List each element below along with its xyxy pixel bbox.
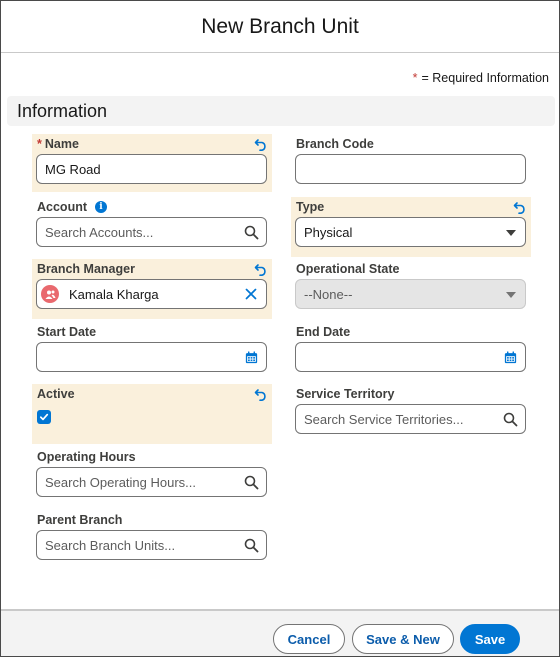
- branch-manager-lookup[interactable]: [36, 279, 267, 309]
- end-date-label: End Date: [296, 325, 351, 339]
- service-territory-label: Service Territory: [296, 387, 395, 401]
- undo-icon[interactable]: [254, 262, 268, 276]
- active-checkbox[interactable]: [37, 410, 51, 424]
- modal-title: New Branch Unit: [201, 14, 359, 38]
- branch-manager-value: Kamala Kharga: [69, 286, 159, 302]
- parent-branch-search-input[interactable]: Search Branch Units...: [36, 530, 267, 560]
- branch-manager-field: [32, 259, 272, 319]
- section-header-information[interactable]: [7, 96, 555, 126]
- type-select[interactable]: Physical: [295, 217, 526, 247]
- branch-code-field: [291, 134, 531, 192]
- section-title: Information: [17, 100, 108, 121]
- type-label: Type: [296, 200, 325, 214]
- end-date-input[interactable]: [295, 342, 526, 372]
- operating-hours-field: [32, 447, 272, 503]
- start-date-input[interactable]: [36, 342, 267, 372]
- end-date-field: [291, 322, 531, 378]
- modal-body: [1, 54, 559, 610]
- branch-code-input[interactable]: [295, 154, 526, 184]
- search-icon: [244, 475, 259, 490]
- save-button[interactable]: Save: [460, 624, 520, 654]
- required-star: *: [37, 137, 42, 151]
- calendar-icon[interactable]: [504, 351, 517, 364]
- cancel-button[interactable]: Cancel: [273, 624, 345, 654]
- service-territory-search-input[interactable]: Search Service Territories...: [295, 404, 526, 434]
- account-field: [32, 197, 272, 253]
- required-star: *: [412, 71, 418, 85]
- calendar-icon[interactable]: [245, 351, 258, 364]
- name-field: [32, 134, 272, 192]
- chevron-down-icon: [506, 292, 516, 298]
- undo-icon[interactable]: [254, 387, 268, 401]
- branch-manager-label: Branch Manager: [37, 262, 135, 276]
- required-note-text: = Required Information: [421, 71, 549, 85]
- modal-footer: [1, 609, 559, 657]
- undo-icon[interactable]: [254, 137, 268, 151]
- active-field: [32, 384, 272, 444]
- account-label: Account i: [36, 197, 268, 217]
- save-and-new-button[interactable]: Save & New: [352, 624, 454, 654]
- operating-hours-search-input[interactable]: Search Operating Hours...: [36, 467, 267, 497]
- undo-icon[interactable]: [513, 200, 527, 214]
- name-label: * Name: [37, 137, 79, 151]
- start-date-field: [32, 322, 272, 378]
- operational-state-label: Operational State: [296, 262, 400, 276]
- branch-code-label: Branch Code: [296, 137, 374, 151]
- name-input[interactable]: MG Road: [36, 154, 267, 184]
- chevron-down-icon: [506, 230, 516, 236]
- search-icon: [503, 412, 518, 427]
- modal-header: [1, 1, 559, 53]
- info-icon[interactable]: i: [95, 201, 107, 213]
- checkmark-icon: [39, 412, 49, 422]
- operational-state-field: [291, 259, 531, 317]
- parent-branch-field: [32, 510, 272, 566]
- search-icon: [244, 538, 259, 553]
- start-date-label: Start Date: [37, 325, 97, 339]
- close-icon[interactable]: [244, 287, 258, 301]
- account-search-input[interactable]: Search Accounts...: [36, 217, 267, 247]
- user-avatar-icon: [41, 285, 59, 303]
- operating-hours-label: Operating Hours: [37, 450, 136, 464]
- search-icon: [244, 225, 259, 240]
- type-field: [291, 197, 531, 257]
- operational-state-select: --None--: [295, 279, 526, 309]
- active-label: Active: [37, 387, 75, 401]
- required-information-note: [413, 71, 549, 85]
- service-territory-field: [291, 384, 531, 440]
- parent-branch-label: Parent Branch: [37, 513, 123, 527]
